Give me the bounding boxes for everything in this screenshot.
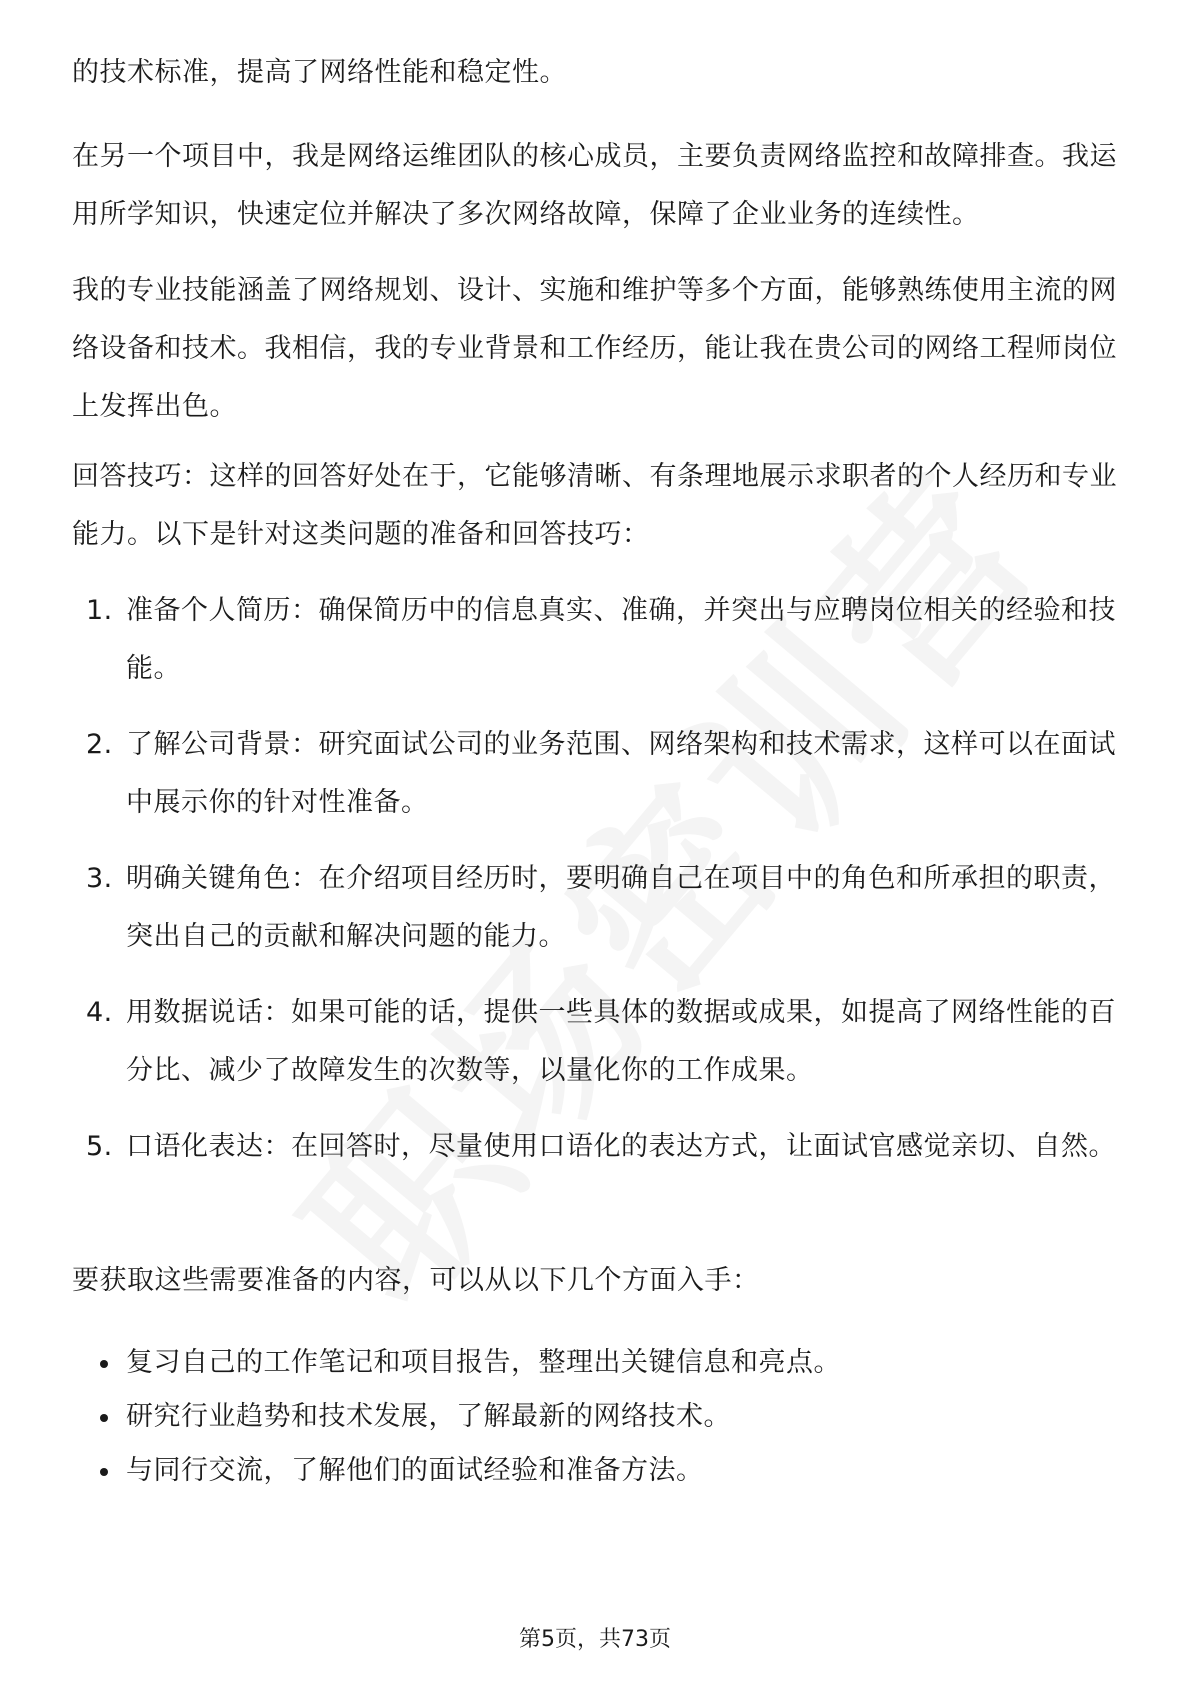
paragraph-answer-tips: 回答技巧：这样的回答好处在于，它能够清晰、有条理地展示求职者的个人经历和专业能力。以下是针对这类问题的准备和回答技巧： <box>72 461 1117 550</box>
bullet-dot-icon <box>100 1360 108 1368</box>
list-number: 1. <box>86 595 113 626</box>
paragraph-sources-intro: 要获取这些需要准备的内容，可以从以下几个方面入手： <box>72 1265 760 1296</box>
bullet-item <box>72 1388 1122 1446</box>
bullet-text: 研究行业趋势和技术发展，了解最新的网络技术。 <box>126 1401 731 1432</box>
list-number: 3. <box>86 863 113 894</box>
list-text: 用数据说话：如果可能的话，提供一些具体的数据或成果，如提高了网络性能的百分比、减少了故障发生的次数等，以量化你的工作成果。 <box>126 997 1116 1086</box>
bullet-item <box>72 1334 1122 1392</box>
list-item <box>72 582 1122 698</box>
list-text: 口语化表达：在回答时，尽量使用口语化的表达方式，让面试官感觉亲切、自然。 <box>126 1131 1116 1162</box>
paragraph-3: 我的专业技能涵盖了网络规划、设计、实施和维护等多个方面，能够熟练使用主流的网络设备和技术。我相信，我的专业背景和工作经历，能让我在贵公司的网络工程师岗位上发挥出色。 <box>72 275 1117 422</box>
list-item <box>72 1118 1122 1176</box>
list-number: 5. <box>86 1131 113 1162</box>
list-number: 4. <box>86 997 113 1028</box>
list-item <box>72 850 1122 966</box>
list-text: 准备个人简历：确保简历中的信息真实、准确，并突出与应聘岗位相关的经验和技能。 <box>126 595 1116 684</box>
page-footer: 第5页，共73页 <box>519 1627 671 1652</box>
list-number: 2. <box>86 729 113 760</box>
paragraph-1: 的技术标准，提高了网络性能和稳定性。 <box>72 57 567 88</box>
list-text: 明确关键角色：在介绍项目经历时，要明确自己在项目中的角色和所承担的职责，突出自己的贡献和解决问题的能力。 <box>126 863 1116 952</box>
bullet-item <box>72 1442 1122 1500</box>
bullet-text: 复习自己的工作笔记和项目报告，整理出关键信息和亮点。 <box>126 1347 841 1378</box>
list-item <box>72 984 1122 1100</box>
list-item <box>72 716 1122 832</box>
paragraph-2: 在另一个项目中，我是网络运维团队的核心成员，主要负责网络监控和故障排查。我运用所学知识，快速定位并解决了多次网络故障，保障了企业业务的连续性。 <box>72 141 1117 230</box>
bullet-dot-icon <box>100 1468 108 1476</box>
bullet-dot-icon <box>100 1414 108 1422</box>
list-text: 了解公司背景：研究面试公司的业务范围、网络架构和技术需求，这样可以在面试中展示你的针对性准备。 <box>126 729 1116 818</box>
bullet-text: 与同行交流，了解他们的面试经验和准备方法。 <box>126 1455 704 1486</box>
